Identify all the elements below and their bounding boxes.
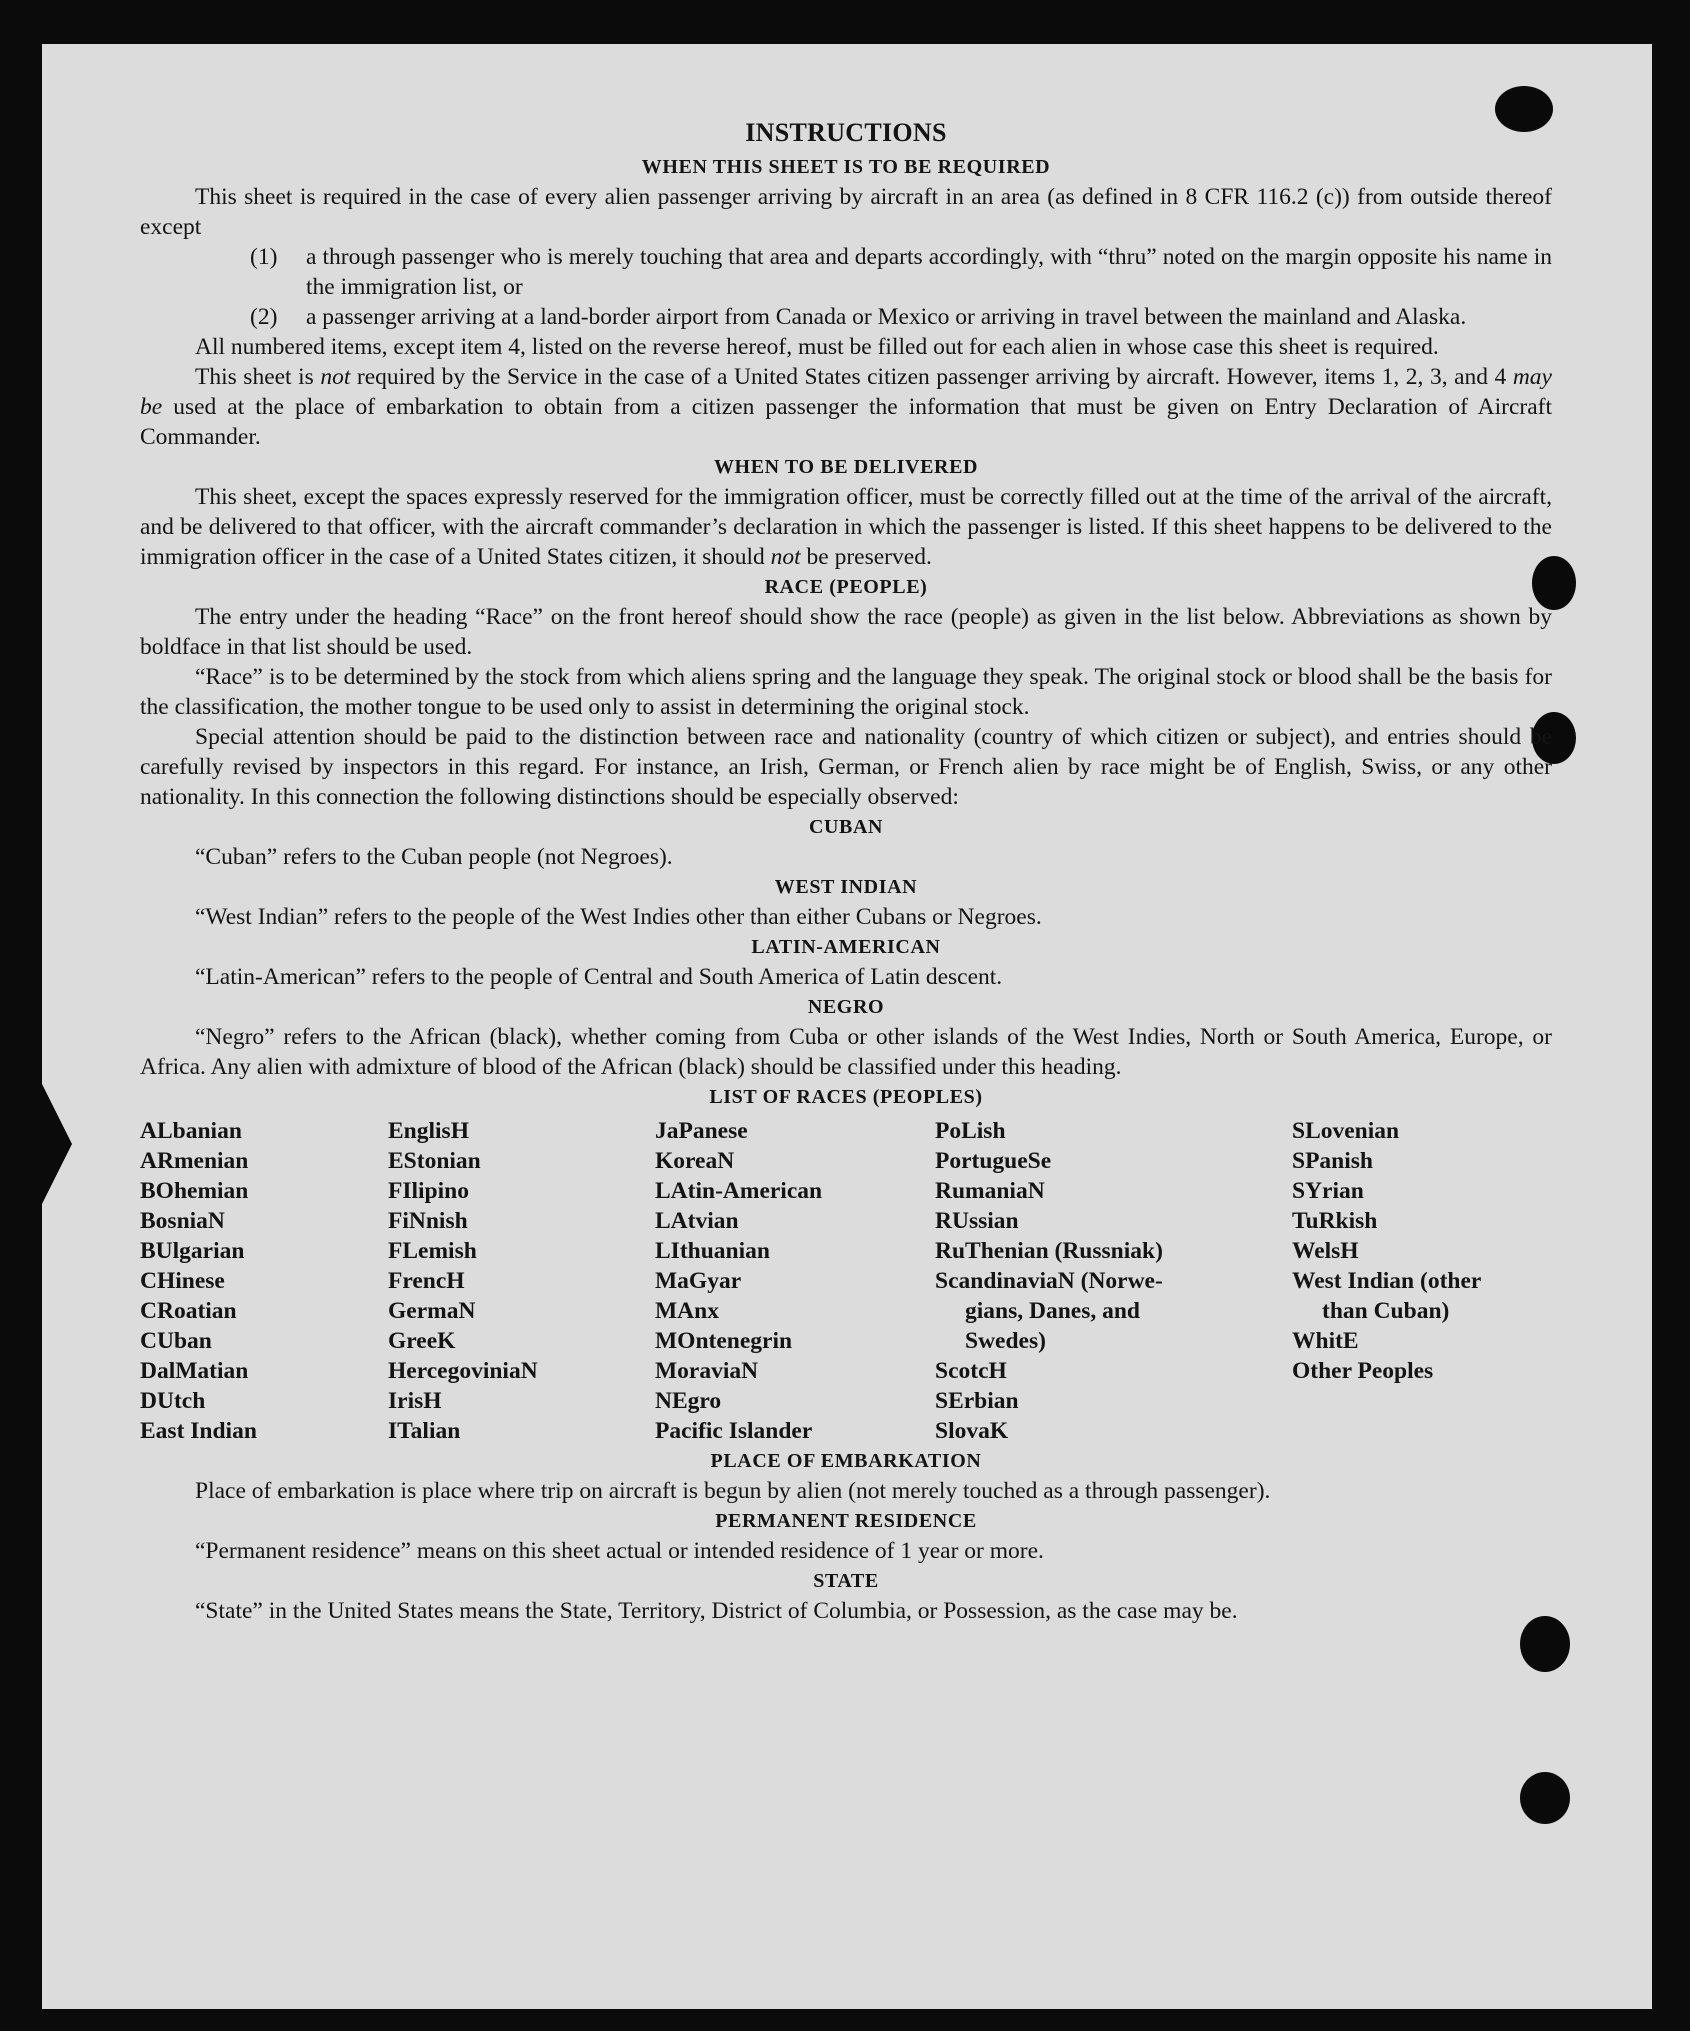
- races-list: [140, 1116, 1552, 1446]
- when-required-paragraph: This sheet is required in the case of every alien passenger arriving by aircraft in an area (as defined in 8 CFR 116.2 (c)) from outside thereof except: [140, 184, 1552, 240]
- races-column-4: [935, 1116, 1292, 1446]
- exception-item-2: [250, 302, 1552, 332]
- race-entry: FiNnish: [388, 1208, 468, 1234]
- heading-when-delivered: WHEN TO BE DELIVERED: [713, 456, 979, 478]
- races-column-5: [1292, 1116, 1552, 1446]
- race-entry: FrencH: [388, 1268, 465, 1294]
- race-entry: SlovaK: [935, 1418, 1009, 1444]
- race-entry: DUtch: [140, 1388, 206, 1414]
- race-entry: RuThenian (Russniak): [935, 1238, 1163, 1264]
- race-entry: BosniaN: [140, 1208, 225, 1234]
- race-paragraph-3: Special attention should be paid to the distinction between race and nationality (country of which citizen or subject), and entries should be carefully revised by inspectors in this regard. For instance, an Irish, German, or French alien by race might be of English, Swiss, or any other nationality. In this connection the following distinctions should be especially observed:: [140, 724, 1552, 810]
- cuban-definition: “Cuban” refers to the Cuban people (not Negroes).: [195, 844, 673, 870]
- heading-latin-american: LATIN-AMERICAN: [751, 936, 941, 958]
- state-definition: “State” in the United States means the State, Territory, District of Columbia, or Possession, as the case may be.: [195, 1598, 1238, 1624]
- race-entry: MaGyar: [655, 1268, 742, 1294]
- race-entry: ALbanian: [140, 1118, 242, 1144]
- item-number: (2): [250, 304, 278, 330]
- race-entry: ITalian: [388, 1418, 461, 1444]
- race-entry: FIlipino: [388, 1178, 469, 1204]
- race-entry: LIthuanian: [655, 1238, 770, 1264]
- race-paragraph-2: “Race” is to be determined by the stock from which aliens spring and the language they speak. The original stock or blood shall be the basis for the classification, the mother tongue to be used only to assist in determining the original stock.: [140, 664, 1552, 720]
- document-sheet: [42, 44, 1652, 2009]
- page-title: INSTRUCTIONS: [745, 118, 947, 147]
- race-entry: PortugueSe: [935, 1148, 1052, 1174]
- exception-item-1: [250, 242, 1552, 302]
- heading-list-of-races: LIST OF RACES (PEOPLES): [709, 1086, 983, 1108]
- race-entry: GermaN: [388, 1298, 476, 1324]
- race-entry: SErbian: [935, 1388, 1019, 1414]
- race-entry: WelsH: [1292, 1238, 1359, 1264]
- residence-definition: “Permanent residence” means on this sheet actual or intended residence of 1 year or more.: [195, 1538, 1044, 1564]
- race-entry: KoreaN: [655, 1148, 735, 1174]
- races-column-2: [388, 1116, 655, 1446]
- race-entry: PoLish: [935, 1118, 1006, 1144]
- race-entry-continued: Swedes): [965, 1328, 1046, 1354]
- race-entry: East Indian: [140, 1418, 257, 1444]
- race-entry: IrisH: [388, 1388, 442, 1414]
- race-entry-continued: gians, Danes, and: [965, 1298, 1140, 1324]
- race-entry: ScandinaviaN (Norwe-: [935, 1268, 1163, 1294]
- race-entry: JaPanese: [655, 1118, 748, 1144]
- race-entry: MoraviaN: [655, 1358, 759, 1384]
- race-entry: Pacific Islander: [655, 1418, 813, 1444]
- race-entry: Other Peoples: [1292, 1358, 1434, 1384]
- latin-american-definition: “Latin-American” refers to the people of Central and South America of Latin descent.: [195, 964, 1003, 990]
- race-entry: LAtvian: [655, 1208, 739, 1234]
- race-entry: EStonian: [388, 1148, 481, 1174]
- race-entry: DalMatian: [140, 1358, 249, 1384]
- heading-state: STATE: [813, 1570, 879, 1592]
- heading-race: RACE (PEOPLE): [764, 576, 928, 598]
- race-entry: BUlgarian: [140, 1238, 245, 1264]
- delivery-paragraph: This sheet, except the spaces expressly reserved for the immigration officer, must be correctly filled out at the time of the arrival of the aircraft, and be delivered to that officer, with the aircraft commander’s declaration in which the passenger is listed. If this sheet happens to be delivered to the immigration officer in the case of a United States citizen, it should not be preserved.: [140, 484, 1552, 570]
- heading-embarkation: PLACE OF EMBARKATION: [710, 1450, 982, 1472]
- race-entry: RumaniaN: [935, 1178, 1045, 1204]
- races-column-1: [140, 1116, 388, 1446]
- numbered-items-paragraph: All numbered items, except item 4, listed on the reverse hereof, must be filled out for each alien in whose case this sheet is required.: [195, 334, 1439, 360]
- punch-hole-4: [1520, 1772, 1570, 1824]
- race-entry: NEgro: [655, 1388, 722, 1414]
- heading-west-indian: WEST INDIAN: [774, 876, 918, 898]
- item-text: a through passenger who is merely touching that area and departs accordingly, with “thru” noted on the margin opposite his name in the immigration list, or: [306, 244, 1552, 300]
- west-indian-definition: “West Indian” refers to the people of the West Indies other than either Cubans or Negroes.: [195, 904, 1042, 930]
- negro-definition: “Negro” refers to the African (black), whether coming from Cuba or other islands of the West Indies, North or South America, Europe, or Africa. Any alien with admixture of blood of the African (black) should be classified under this heading.: [140, 1024, 1552, 1080]
- citizen-paragraph: This sheet is not required by the Service in the case of a United States citizen passenger arriving by aircraft. However, items 1, 2, 3, and 4 may be used at the place of embarkation to obtain from a citizen passenger the information that must be given on Entry Declaration of Aircraft Commander.: [140, 364, 1552, 450]
- instructions-content: [140, 116, 1552, 1626]
- race-entry: FLemish: [388, 1238, 477, 1264]
- race-entry-continued: than Cuban): [1322, 1298, 1450, 1324]
- race-entry: ScotcH: [935, 1358, 1007, 1384]
- race-entry: SPanish: [1292, 1148, 1373, 1174]
- race-entry: MAnx: [655, 1298, 719, 1324]
- item-number: (1): [250, 244, 278, 270]
- race-entry: LAtin-American: [655, 1178, 823, 1204]
- race-paragraph-1: The entry under the heading “Race” on the front hereof should show the race (people) as given in the list below. Abbreviations as shown by boldface in that list should be used.: [140, 604, 1552, 660]
- race-entry: WhitE: [1292, 1328, 1359, 1354]
- heading-negro: NEGRO: [807, 996, 885, 1018]
- race-entry: GreeK: [388, 1328, 456, 1354]
- race-entry: CRoatian: [140, 1298, 237, 1324]
- race-entry: HercegoviniaN: [388, 1358, 538, 1384]
- heading-when-required: WHEN THIS SHEET IS TO BE REQUIRED: [641, 156, 1051, 178]
- item-text: a passenger arriving at a land-border airport from Canada or Mexico or arriving in travel between the mainland and Alaska.: [306, 304, 1467, 330]
- race-entry: RUssian: [935, 1208, 1019, 1234]
- heading-permanent-residence: PERMANENT RESIDENCE: [715, 1510, 977, 1532]
- race-entry: CHinese: [140, 1268, 225, 1294]
- heading-cuban: CUBAN: [808, 816, 884, 838]
- embarkation-definition: Place of embarkation is place where trip on aircraft is begun by alien (not merely touched as a through passenger).: [195, 1478, 1271, 1504]
- race-entry: EnglisH: [388, 1118, 469, 1144]
- race-entry: ARmenian: [140, 1148, 249, 1174]
- race-entry: SYrian: [1292, 1178, 1364, 1204]
- race-entry: BOhemian: [140, 1178, 249, 1204]
- race-entry: TuRkish: [1292, 1208, 1378, 1234]
- race-entry: MOntenegrin: [655, 1328, 793, 1354]
- edge-tear: [42, 1084, 72, 1204]
- race-entry: West Indian (other: [1292, 1268, 1482, 1294]
- race-entry: CUban: [140, 1328, 212, 1354]
- races-column-3: [655, 1116, 935, 1446]
- race-entry: SLovenian: [1292, 1118, 1400, 1144]
